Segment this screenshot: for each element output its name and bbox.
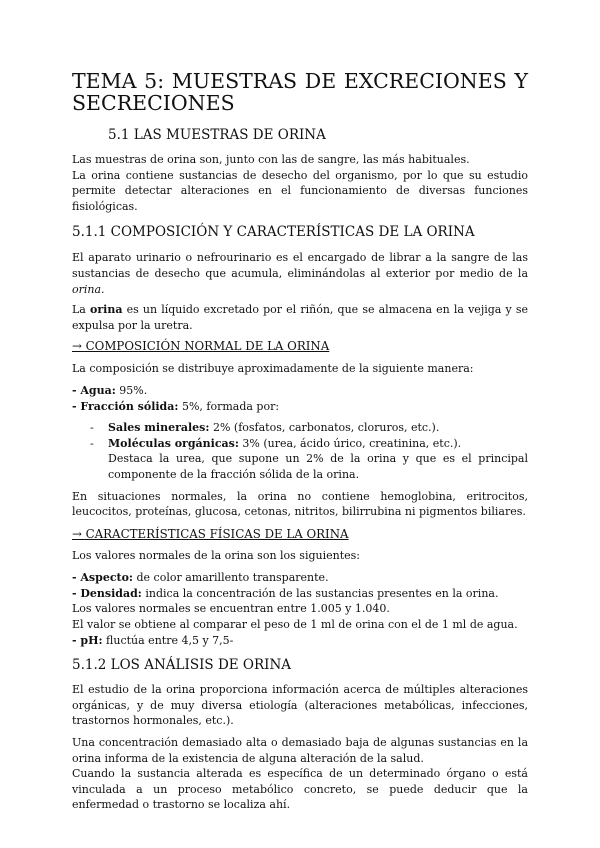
densidad-line	[72, 586, 528, 602]
agua-value: 95%.	[115, 383, 148, 397]
physical-intro: Los valores normales de la orina son los siguientes:	[72, 548, 360, 562]
ph-value: fluctúa entre 4,5 y 7,5-	[102, 633, 234, 647]
section-5-1-heading: 5.1 LAS MUESTRAS DE ORINA	[108, 127, 326, 143]
densidad-value: indica la concentración de las sustancias presentes en la orina.	[141, 586, 499, 600]
section-5-1-1-heading: 5.1.1 COMPOSICIÓN Y CARACTERÍSTICAS DE LA ORINA	[72, 224, 475, 241]
densidad-values: Los valores normales se encuentran entre 1.005 y 1.040.	[72, 602, 390, 616]
moleculas-value: 3% (urea, ácido úrico, creatinina, etc.).	[238, 436, 462, 450]
cuando-paragraph: Cuando la sustancia alterada es específica de un determinado órgano o está vinculada a un proceso metabólico concreto, se puede deducir que la enfermedad o trastorno se localiza ahí.	[72, 767, 528, 812]
orina-paragraph	[72, 302, 528, 333]
section-5-1-2-heading: 5.1.2 LOS ANÁLISIS DE ORINA	[72, 657, 292, 674]
aparato-emphasis: orina.	[72, 282, 105, 296]
densidad-label: - Densidad:	[72, 586, 142, 600]
intro-paragraph-1: Las muestras de orina son, junto con las de sangre, las más habituales.	[72, 153, 470, 166]
composition-intro: La composición se distribuye aproximadamente de la siguiente manera:	[72, 362, 474, 376]
fraccion-line	[72, 399, 528, 415]
solid-fraction-list	[72, 420, 528, 482]
orina-pre: La	[72, 303, 91, 317]
list-item-sales	[90, 420, 528, 436]
aparato-text: El aparato urinario o nefrourinario es el encargado de librar a la sangre de las sustancias de desecho que acumula, eliminándolas al exterior por medio de la	[72, 251, 528, 280]
normales-paragraph: En situaciones normales, la orina no contiene hemoglobina, eritrocitos, leucocitos, proteínas, glucosa, cetonas, nitritos, bilirrubina ni pigmentos biliares.	[72, 489, 528, 519]
aparato-paragraph	[72, 250, 528, 297]
analisis-paragraph: El estudio de la orina proporciona información acerca de múltiples alteraciones orgánicas, y de muy diversa etiología (alteraciones metabólicas, infecciones, trastornos hormonales, etc.).	[72, 683, 528, 728]
sales-value: 2% (fosfatos, carbonatos, cloruros, etc.).	[209, 421, 440, 435]
intro-paragraph-2: La orina contiene sustancias de desecho del organismo, por lo que su estudio permite detectar alteraciones en el funcionamiento de diversas funciones fisiológicas.	[72, 168, 528, 213]
destaca-text: Destaca la urea, que supone un 2% de la orina y que es el principal componente de la fracción sólida de la orina.	[108, 452, 528, 481]
aspecto-line	[72, 570, 528, 586]
page-title-line2: SECRECIONES	[72, 91, 235, 115]
sales-label: Sales minerales:	[108, 421, 210, 435]
list-item-moleculas	[90, 436, 528, 483]
physical-heading: → CARACTERÍSTICAS FÍSICAS DE LA ORINA	[72, 526, 349, 541]
ph-label: - pH:	[72, 633, 103, 647]
aspecto-label: - Aspecto:	[72, 571, 133, 585]
document-page	[72, 70, 528, 813]
orina-post: es un líquido excretado por el riñón, que se almacena en la vejiga y se expulsa por la uretra.	[72, 303, 528, 332]
aspecto-value: de color amarillento transparente.	[133, 571, 329, 585]
fraccion-value: 5%, formada por:	[178, 399, 280, 413]
concentracion-paragraph: Una concentración demasiado alta o demasiado baja de algunas sustancias en la orina informa de la existencia de alguna alteración de la salud.	[72, 736, 528, 765]
agua-label: - Agua:	[72, 383, 116, 397]
densidad-obtain: El valor se obtiene al comparar el peso de 1 ml de orina con el de 1 ml de agua.	[72, 618, 518, 632]
composition-heading: → COMPOSICIÓN NORMAL DE LA ORINA	[72, 339, 330, 354]
ph-line	[72, 633, 528, 649]
agua-line	[72, 383, 528, 399]
page-title: TEMA 5: MUESTRAS DE EXCRECIONES Y	[72, 69, 528, 93]
moleculas-label: Moléculas orgánicas:	[108, 436, 239, 450]
orina-bold: orina	[90, 303, 123, 317]
fraccion-label: - Fracción sólida:	[72, 399, 179, 413]
